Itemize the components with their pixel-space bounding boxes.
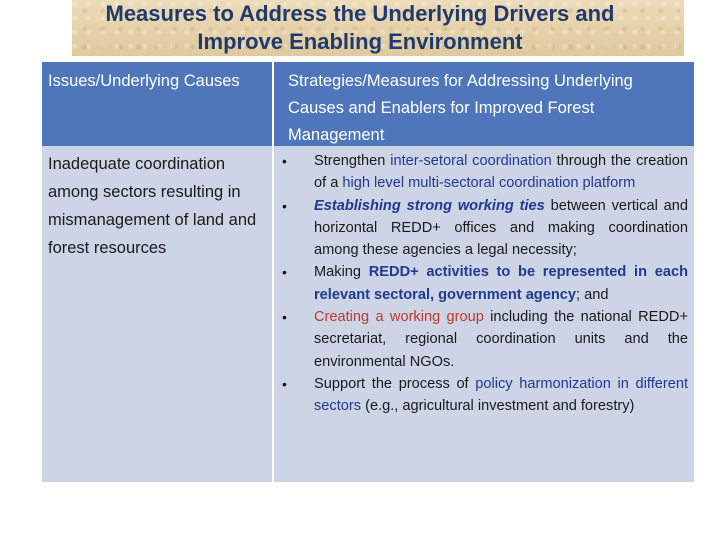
measure-highlight: REDD+ activities to be represented in each relevant sectoral, government agency <box>314 264 688 303</box>
measure-highlight: inter-setoral coordination <box>390 153 552 169</box>
table-header-issues <box>42 62 274 146</box>
bullet-icon: • <box>282 153 287 169</box>
bullet-icon: • <box>282 197 287 214</box>
measure-item-redd-activities <box>274 261 688 306</box>
table-header-strategies <box>274 62 694 146</box>
measure-text: Support the process of <box>314 375 476 392</box>
measure-text: ; and <box>575 286 609 303</box>
header-issues-label: Issues/Underlying Causes <box>48 72 240 90</box>
measure-text: between vertical and horizontal REDD+ offices and making coordination among these agencies a legal necessity; <box>314 197 688 259</box>
measures-table <box>42 62 694 482</box>
measure-item-policy-harmonization <box>274 373 688 418</box>
issue-cell <box>42 146 274 482</box>
measures-cell <box>274 146 694 482</box>
bullet-icon: • <box>282 309 287 326</box>
measure-item-coordination-platform <box>274 150 688 195</box>
measure-highlight: Creating a working group <box>314 309 484 326</box>
measure-text: Strengthen <box>314 153 391 169</box>
header-strategies-label: Strategies/Measures for Addressing Underlying Causes and Enablers for Improved Forest Management <box>288 72 633 144</box>
measure-item-working-ties <box>274 195 688 262</box>
measure-highlight: Establishing strong working ties <box>314 197 545 214</box>
measure-highlight: high level multi-sectoral coordination platform <box>342 175 636 192</box>
measure-text: including the national REDD+ secretariat, regional coordination units and the environmental NGOs. <box>314 309 688 370</box>
measures-list <box>274 146 694 418</box>
measure-highlight: policy harmonization in different sectors <box>314 375 689 415</box>
bullet-icon: • <box>282 264 287 281</box>
measure-text: (e.g., agricultural investment and forestry) <box>361 398 635 415</box>
slide-title: Measures to Address the Underlying Drivers and Improve Enabling Environment <box>105 1 615 54</box>
measure-text: Making <box>314 264 369 281</box>
measure-item-working-group <box>274 306 688 373</box>
issue-text: Inadequate coordination among sectors resulting in mismanagement of land and forest resources <box>48 155 257 257</box>
bullet-icon: • <box>282 375 287 392</box>
measure-text: through the creation of a <box>314 153 688 192</box>
